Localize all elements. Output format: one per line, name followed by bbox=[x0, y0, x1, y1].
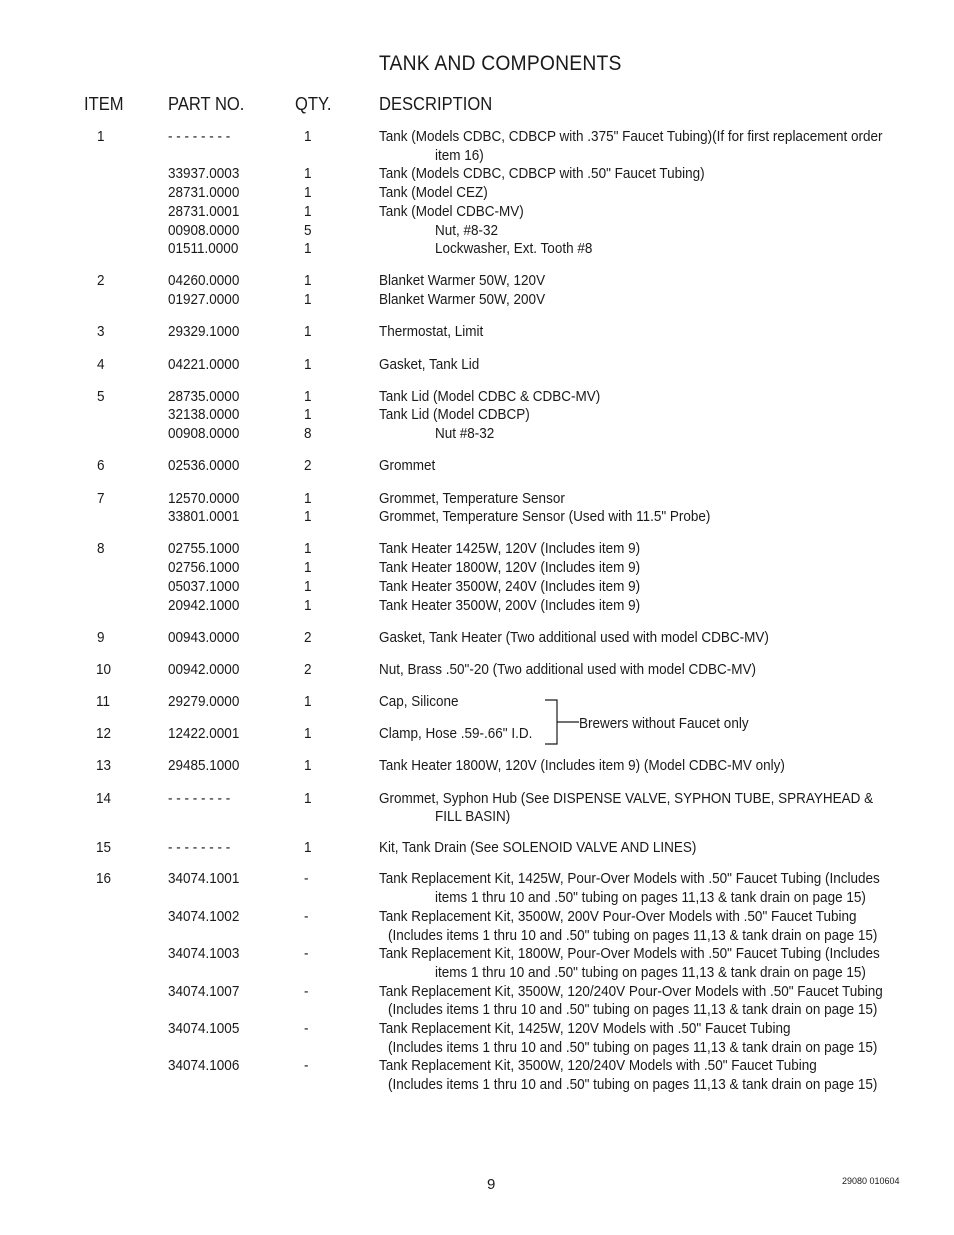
item-number: 9 bbox=[97, 629, 105, 646]
item-number: 1 bbox=[97, 128, 105, 145]
bracket-line bbox=[543, 698, 583, 748]
item-number: 6 bbox=[97, 457, 105, 474]
part-number: 00908.0000 bbox=[168, 222, 240, 239]
item-number: 12 bbox=[96, 725, 112, 742]
item-number: 2 bbox=[97, 272, 105, 289]
description: Tank Replacement Kit, 1425W, 120V Models with .50" Faucet Tubing bbox=[379, 1020, 791, 1037]
description: Grommet, Syphon Hub (See DISPENSE VALVE, SYPHON TUBE, SPRAYHEAD & bbox=[379, 790, 874, 807]
part-number: 01511.0000 bbox=[168, 240, 239, 257]
quantity: 1 bbox=[304, 508, 312, 525]
part-number: 34074.1006 bbox=[168, 1057, 240, 1074]
quantity: 1 bbox=[304, 490, 312, 507]
quantity: 1 bbox=[304, 578, 312, 595]
part-number: 02536.0000 bbox=[168, 457, 240, 474]
description: Grommet bbox=[379, 457, 436, 474]
description: Nut, #8-32 bbox=[435, 222, 499, 239]
part-number: 32138.0000 bbox=[168, 406, 240, 423]
description-cont: (Includes items 1 thru 10 and .50" tubing on pages 11,13 & tank drain on page 15) bbox=[388, 927, 878, 944]
description: Gasket, Tank Lid bbox=[379, 356, 480, 373]
part-number: 04260.0000 bbox=[168, 272, 240, 289]
description-cont: items 1 thru 10 and .50" tubing on pages 11,13 & tank drain on page 15) bbox=[435, 964, 866, 981]
part-number: 29485.1000 bbox=[168, 757, 240, 774]
quantity: 1 bbox=[304, 184, 312, 201]
description: Grommet, Temperature Sensor bbox=[379, 490, 565, 507]
description: Nut #8-32 bbox=[435, 425, 495, 442]
description: Tank Heater 3500W, 200V (Includes item 9) bbox=[379, 597, 641, 614]
quantity: 1 bbox=[304, 323, 312, 340]
description: Tank Heater 1800W, 120V (Includes item 9) bbox=[379, 559, 641, 576]
item-number: 13 bbox=[96, 757, 112, 774]
header-part-no: PART NO. bbox=[168, 94, 245, 114]
quantity: 1 bbox=[304, 725, 312, 742]
description: Tank (Models CDBC, CDBCP with .375" Faucet Tubing)(If for first replacement order bbox=[379, 128, 883, 145]
item-number: 15 bbox=[96, 839, 112, 856]
item-number: 5 bbox=[97, 388, 105, 405]
page-number: 9 bbox=[487, 1176, 496, 1193]
description-cont: (Includes items 1 thru 10 and .50" tubing on pages 11,13 & tank drain on page 15) bbox=[388, 1039, 878, 1056]
header-item: ITEM bbox=[84, 94, 124, 114]
quantity: 2 bbox=[304, 661, 312, 678]
part-number: 00943.0000 bbox=[168, 629, 240, 646]
part-number: 28735.0000 bbox=[168, 388, 240, 405]
description: Tank Lid (Model CDBC & CDBC-MV) bbox=[379, 388, 601, 405]
quantity: 5 bbox=[304, 222, 312, 239]
description-cont: (Includes items 1 thru 10 and .50" tubing on pages 11,13 & tank drain on page 15) bbox=[388, 1001, 878, 1018]
quantity: 1 bbox=[304, 272, 312, 289]
part-number: 02755.1000 bbox=[168, 540, 240, 557]
quantity: - bbox=[304, 908, 309, 925]
description-cont: item 16) bbox=[435, 147, 484, 164]
item-number: 8 bbox=[97, 540, 105, 557]
item-number: 14 bbox=[96, 790, 112, 807]
description: Tank Replacement Kit, 1425W, Pour-Over Models with .50" Faucet Tubing (Includes bbox=[379, 870, 880, 887]
quantity: 1 bbox=[304, 356, 312, 373]
part-number: 05037.1000 bbox=[168, 578, 240, 595]
quantity: 1 bbox=[304, 559, 312, 576]
quantity: 8 bbox=[304, 425, 312, 442]
description: Tank (Model CDBC-MV) bbox=[379, 203, 524, 220]
description-cont: (Includes items 1 thru 10 and .50" tubing on pages 11,13 & tank drain on page 15) bbox=[388, 1076, 878, 1093]
quantity: 1 bbox=[304, 540, 312, 557]
header-qty: QTY. bbox=[295, 94, 332, 114]
part-number: 34074.1002 bbox=[168, 908, 240, 925]
part-number: - - - - - - - - bbox=[168, 128, 231, 145]
description: Tank Heater 3500W, 240V (Includes item 9) bbox=[379, 578, 641, 595]
part-number: 34074.1007 bbox=[168, 983, 240, 1000]
part-number: 28731.0000 bbox=[168, 184, 240, 201]
part-number: 28731.0001 bbox=[168, 203, 240, 220]
part-number: 02756.1000 bbox=[168, 559, 240, 576]
description: Thermostat, Limit bbox=[379, 323, 484, 340]
header-description: DESCRIPTION bbox=[379, 94, 493, 114]
quantity: - bbox=[304, 945, 309, 962]
part-number: 04221.0000 bbox=[168, 356, 240, 373]
item-number: 4 bbox=[97, 356, 105, 373]
bracket-note: Brewers without Faucet only bbox=[579, 715, 749, 732]
quantity: 1 bbox=[304, 291, 312, 308]
description: Blanket Warmer 50W, 200V bbox=[379, 291, 546, 308]
item-number: 10 bbox=[96, 661, 112, 678]
description: Grommet, Temperature Sensor (Used with 11.5" Probe) bbox=[379, 508, 711, 525]
quantity: 1 bbox=[304, 406, 312, 423]
quantity: 1 bbox=[304, 128, 312, 145]
part-number: 34074.1001 bbox=[168, 870, 240, 887]
quantity: 1 bbox=[304, 790, 312, 807]
part-number: - - - - - - - - bbox=[168, 839, 231, 856]
quantity: 1 bbox=[304, 839, 312, 856]
document-code: 29080 010604 bbox=[842, 1176, 900, 1186]
quantity: 2 bbox=[304, 457, 312, 474]
quantity: 2 bbox=[304, 629, 312, 646]
quantity: 1 bbox=[304, 203, 312, 220]
description: Blanket Warmer 50W, 120V bbox=[379, 272, 546, 289]
description: Tank (Model CEZ) bbox=[379, 184, 488, 201]
part-number: 20942.1000 bbox=[168, 597, 240, 614]
part-number: 00942.0000 bbox=[168, 661, 240, 678]
item-number: 7 bbox=[97, 490, 105, 507]
part-number: 12422.0001 bbox=[168, 725, 240, 742]
description: Tank Heater 1800W, 120V (Includes item 9) (Model CDBC-MV only) bbox=[379, 757, 785, 774]
quantity: - bbox=[304, 1057, 309, 1074]
description: Tank Replacement Kit, 3500W, 200V Pour-Over Models with .50" Faucet Tubing bbox=[379, 908, 857, 925]
quantity: 1 bbox=[304, 597, 312, 614]
quantity: 1 bbox=[304, 693, 312, 710]
item-number: 11 bbox=[96, 693, 111, 710]
part-number: 01927.0000 bbox=[168, 291, 240, 308]
description: Cap, Silicone bbox=[379, 693, 459, 710]
part-number: 33801.0001 bbox=[168, 508, 240, 525]
part-number: 29329.1000 bbox=[168, 323, 240, 340]
part-number: 34074.1005 bbox=[168, 1020, 240, 1037]
quantity: 1 bbox=[304, 240, 312, 257]
description: Tank Replacement Kit, 3500W, 120/240V Models with .50" Faucet Tubing bbox=[379, 1057, 817, 1074]
description: Tank Replacement Kit, 1800W, Pour-Over Models with .50" Faucet Tubing (Includes bbox=[379, 945, 880, 962]
description: Tank (Models CDBC, CDBCP with .50" Faucet Tubing) bbox=[379, 165, 705, 182]
part-number: - - - - - - - - bbox=[168, 790, 231, 807]
page-title: TANK AND COMPONENTS bbox=[379, 52, 622, 75]
description: Gasket, Tank Heater (Two additional used with model CDBC-MV) bbox=[379, 629, 769, 646]
part-number: 34074.1003 bbox=[168, 945, 240, 962]
description: Nut, Brass .50"-20 (Two additional used with model CDBC-MV) bbox=[379, 661, 756, 678]
item-number: 16 bbox=[96, 870, 112, 887]
description-cont: items 1 thru 10 and .50" tubing on pages 11,13 & tank drain on page 15) bbox=[435, 889, 866, 906]
part-number: 29279.0000 bbox=[168, 693, 240, 710]
quantity: - bbox=[304, 983, 309, 1000]
description: Tank Heater 1425W, 120V (Includes item 9) bbox=[379, 540, 641, 557]
item-number: 3 bbox=[97, 323, 105, 340]
quantity: - bbox=[304, 870, 309, 887]
description: Tank Lid (Model CDBCP) bbox=[379, 406, 530, 423]
description: Lockwasher, Ext. Tooth #8 bbox=[435, 240, 593, 257]
part-number: 33937.0003 bbox=[168, 165, 240, 182]
description: Tank Replacement Kit, 3500W, 120/240V Pour-Over Models with .50" Faucet Tubing bbox=[379, 983, 883, 1000]
description: Clamp, Hose .59-.66" I.D. bbox=[379, 725, 533, 742]
part-number: 12570.0000 bbox=[168, 490, 240, 507]
quantity: 1 bbox=[304, 165, 312, 182]
description: Kit, Tank Drain (See SOLENOID VALVE AND LINES) bbox=[379, 839, 697, 856]
part-number: 00908.0000 bbox=[168, 425, 240, 442]
quantity: 1 bbox=[304, 388, 312, 405]
quantity: 1 bbox=[304, 757, 312, 774]
description-cont: FILL BASIN) bbox=[435, 808, 511, 825]
quantity: - bbox=[304, 1020, 309, 1037]
